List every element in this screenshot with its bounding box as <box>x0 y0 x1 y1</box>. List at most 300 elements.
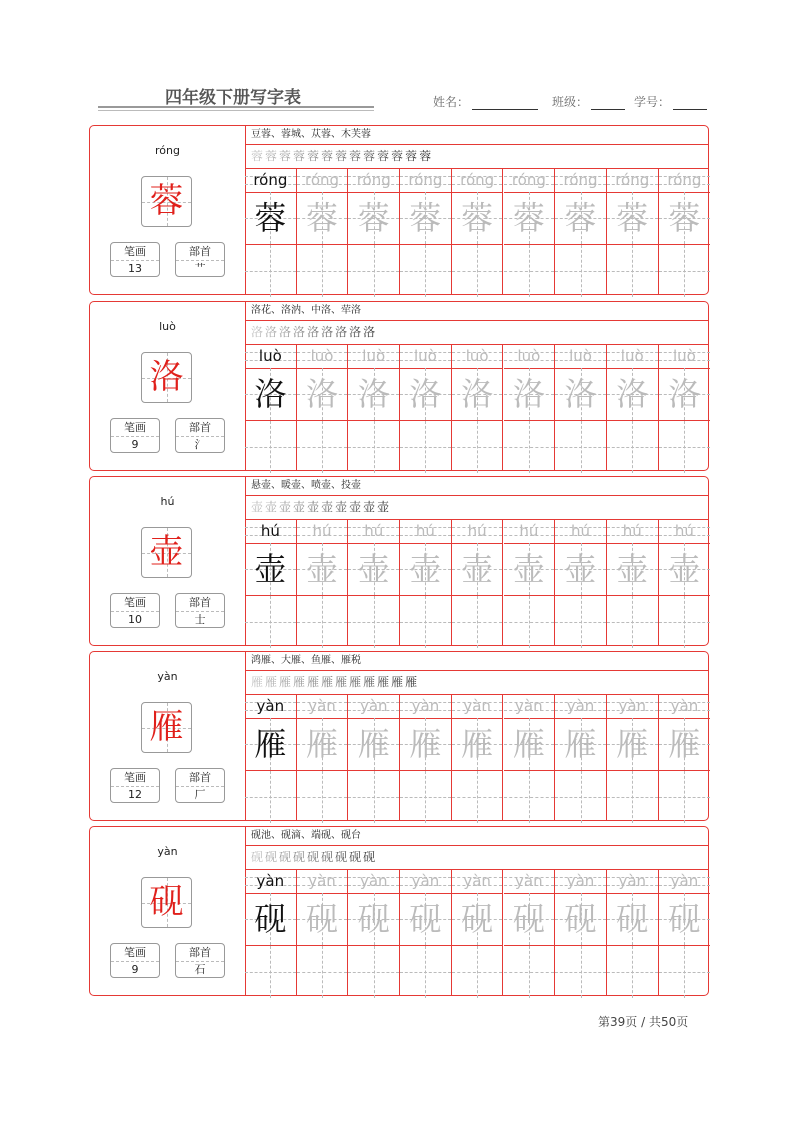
blank-writing-cell[interactable] <box>297 596 348 648</box>
name-blank <box>472 109 538 110</box>
blank-writing-cell[interactable] <box>245 245 296 297</box>
blank-writing-cell[interactable] <box>297 771 348 823</box>
character-info-panel <box>90 477 246 645</box>
blank-writing-cell[interactable] <box>348 771 399 823</box>
trace-char: 砚 <box>461 900 494 938</box>
char-cell[interactable] <box>297 893 348 946</box>
stroke-order <box>245 845 708 870</box>
blank-writing-cell[interactable] <box>348 245 399 297</box>
pinyin-cell <box>555 344 606 369</box>
practice-grid <box>245 694 708 820</box>
stroke-step: 洛 <box>251 325 264 339</box>
blank-writing-cell[interactable] <box>659 771 711 823</box>
practice-column <box>504 519 556 645</box>
char-cell[interactable] <box>659 192 711 245</box>
stroke-step: 壶 <box>251 500 264 514</box>
trace-char: 壶 <box>616 550 649 588</box>
pinyin-cell <box>245 519 296 544</box>
char-cell[interactable] <box>245 543 296 596</box>
char-cell[interactable] <box>297 192 348 245</box>
stroke-step: 雁 <box>363 675 376 689</box>
stroke-count-label: 笔画 <box>111 594 159 612</box>
stroke-step: 雁 <box>391 675 404 689</box>
practice-panel <box>245 126 708 294</box>
radical: 石 <box>194 963 206 976</box>
student-id-field[interactable] <box>634 93 707 110</box>
trace-pinyin: yàn <box>566 872 595 890</box>
practice-column <box>607 694 659 820</box>
char-cell[interactable] <box>348 192 399 245</box>
practice-column <box>504 344 556 470</box>
pinyin-cell <box>400 519 451 544</box>
trace-char: 壶 <box>512 550 545 588</box>
stroke-step: 壶 <box>265 500 278 514</box>
char-cell[interactable] <box>297 543 348 596</box>
stroke-count: 12 <box>128 788 142 801</box>
stroke-step: 雁 <box>405 675 418 689</box>
trace-pinyin: róng <box>615 171 650 189</box>
blank-writing-cell[interactable] <box>504 596 555 648</box>
name-field[interactable] <box>433 93 538 110</box>
practice-column <box>659 344 711 470</box>
practice-grid <box>245 869 708 995</box>
trace-pinyin: róng <box>408 171 443 189</box>
stroke-step: 砚 <box>335 850 348 864</box>
character-card <box>89 651 709 821</box>
pinyin-cell <box>607 344 658 369</box>
pinyin-cell <box>504 694 555 719</box>
trace-pinyin: yàn <box>308 697 336 715</box>
pinyin-cell <box>452 869 503 894</box>
pinyin-cell <box>245 168 296 193</box>
blank-writing-cell[interactable] <box>659 421 711 473</box>
pinyin-cell <box>297 168 348 193</box>
trace-pinyin: yàn <box>515 697 543 715</box>
pinyin-cell <box>297 519 348 544</box>
stroke-step: 壶 <box>307 500 320 514</box>
stroke-step: 壶 <box>377 500 390 514</box>
stroke-step: 洛 <box>307 325 320 339</box>
char-cell[interactable] <box>400 893 451 946</box>
blank-writing-cell[interactable] <box>607 771 658 823</box>
radical-label: 部首 <box>176 243 224 261</box>
example-words: 悬壶、暖壶、喷壶、投壶 <box>245 477 708 496</box>
pinyin-cell <box>400 168 451 193</box>
char-cell[interactable] <box>659 543 711 596</box>
example-words: 砚池、砚滴、端砚、砚台 <box>245 827 708 846</box>
char-cell[interactable] <box>659 368 711 421</box>
blank-writing-cell[interactable] <box>245 771 296 823</box>
character-box <box>141 702 192 753</box>
char-cell[interactable] <box>555 368 606 421</box>
radical-label: 部首 <box>176 594 224 612</box>
practice-column <box>400 694 452 820</box>
pinyin-cell <box>297 694 348 719</box>
radical-box <box>175 768 225 803</box>
blank-writing-cell[interactable] <box>348 946 399 998</box>
trace-pinyin: yàn <box>618 872 647 890</box>
blank-writing-cell[interactable] <box>607 596 658 648</box>
practice-column <box>400 519 452 645</box>
blank-writing-cell[interactable] <box>400 596 451 648</box>
blank-writing-cell[interactable] <box>555 596 606 648</box>
char-cell[interactable] <box>400 543 451 596</box>
char-cell[interactable] <box>297 368 348 421</box>
example-words: 豆蓉、蓉城、苁蓉、木芙蓉 <box>245 126 708 145</box>
practice-column <box>452 168 504 294</box>
stroke-step: 蓉 <box>293 149 306 163</box>
stroke-step: 壶 <box>335 500 348 514</box>
character-card <box>89 301 709 471</box>
stroke-step: 雁 <box>251 675 264 689</box>
pinyin-cell <box>555 869 606 894</box>
model-char: 蓉 <box>254 199 287 237</box>
pinyin-cell <box>504 869 555 894</box>
model-char: 洛 <box>254 375 287 413</box>
pinyin-cell <box>452 694 503 719</box>
example-words: 鸿雁、大雁、鱼雁、雁税 <box>245 652 708 671</box>
trace-char: 蓉 <box>512 199 545 237</box>
practice-panel <box>245 302 708 470</box>
char-cell[interactable] <box>452 192 503 245</box>
stroke-count-box <box>110 593 160 628</box>
blank-writing-cell[interactable] <box>659 596 711 648</box>
stroke-step: 洛 <box>265 325 278 339</box>
radical: 艹 <box>194 262 206 275</box>
trace-char: 砚 <box>357 900 390 938</box>
practice-column <box>555 694 607 820</box>
pinyin-cell <box>607 519 658 544</box>
char-cell[interactable] <box>245 192 296 245</box>
practice-column <box>452 519 504 645</box>
model-pinyin: róng <box>253 171 288 189</box>
pinyin-cell <box>297 869 348 894</box>
practice-column <box>555 869 607 995</box>
blank-writing-cell[interactable] <box>555 421 606 473</box>
character: 雁 <box>149 707 184 747</box>
stroke-step: 砚 <box>321 850 334 864</box>
stroke-step: 壶 <box>363 500 376 514</box>
blank-writing-cell[interactable] <box>504 421 555 473</box>
pinyin-cell <box>607 869 658 894</box>
pinyin-cell <box>400 344 451 369</box>
pinyin: yàn <box>157 670 178 683</box>
char-cell[interactable] <box>555 718 606 771</box>
blank-writing-cell[interactable] <box>555 771 606 823</box>
blank-writing-cell[interactable] <box>504 245 555 297</box>
trace-char: 雁 <box>668 725 701 763</box>
char-cell[interactable] <box>607 192 658 245</box>
pinyin-cell <box>659 344 711 369</box>
char-cell[interactable] <box>555 192 606 245</box>
trace-pinyin: hú <box>415 522 435 540</box>
char-cell[interactable] <box>348 718 399 771</box>
blank-writing-cell[interactable] <box>245 946 296 998</box>
char-cell[interactable] <box>607 893 658 946</box>
radical: 氵 <box>194 438 206 451</box>
trace-pinyin: yàn <box>411 872 440 890</box>
char-cell[interactable] <box>504 543 555 596</box>
blank-writing-cell[interactable] <box>297 421 348 473</box>
char-cell[interactable] <box>245 718 296 771</box>
stroke-step: 壶 <box>321 500 334 514</box>
char-cell[interactable] <box>452 718 503 771</box>
char-cell[interactable] <box>504 893 555 946</box>
practice-column <box>607 168 659 294</box>
blank-writing-cell[interactable] <box>504 771 555 823</box>
pinyin-cell <box>555 168 606 193</box>
character-box <box>141 527 192 578</box>
blank-writing-cell[interactable] <box>452 245 503 297</box>
stroke-step: 蓉 <box>265 149 278 163</box>
pinyin-cell <box>504 168 555 193</box>
pinyin-cell <box>555 694 606 719</box>
name-label: 姓名： <box>433 95 470 109</box>
char-cell[interactable] <box>607 718 658 771</box>
blank-writing-cell[interactable] <box>607 245 658 297</box>
stroke-step: 蓉 <box>405 149 418 163</box>
char-cell[interactable] <box>452 368 503 421</box>
practice-column <box>297 344 349 470</box>
char-cell[interactable] <box>659 718 711 771</box>
trace-char: 洛 <box>616 375 649 413</box>
trace-pinyin: yàn <box>670 697 699 715</box>
char-cell[interactable] <box>297 718 348 771</box>
trace-pinyin: yàn <box>515 872 543 890</box>
pinyin-cell <box>348 869 399 894</box>
model-pinyin: luò <box>258 347 282 365</box>
trace-pinyin: yàn <box>670 872 699 890</box>
stroke-step: 雁 <box>279 675 292 689</box>
trace-char: 洛 <box>512 375 545 413</box>
practice-column <box>659 694 711 820</box>
practice-panel <box>245 652 708 820</box>
stroke-step: 洛 <box>293 325 306 339</box>
radical: 士 <box>194 613 206 626</box>
trace-pinyin: hú <box>571 522 591 540</box>
char-cell[interactable] <box>504 368 555 421</box>
blank-writing-cell[interactable] <box>245 596 296 648</box>
char-cell[interactable] <box>607 543 658 596</box>
stroke-step: 雁 <box>293 675 306 689</box>
blank-writing-cell[interactable] <box>348 421 399 473</box>
stroke-step: 蓉 <box>251 149 264 163</box>
char-cell[interactable] <box>555 893 606 946</box>
stroke-step: 砚 <box>307 850 320 864</box>
trace-pinyin: yàn <box>566 697 595 715</box>
trace-char: 壶 <box>564 550 597 588</box>
practice-column <box>504 168 556 294</box>
practice-column <box>245 519 297 645</box>
trace-pinyin: yàn <box>359 697 388 715</box>
class-field[interactable] <box>552 93 625 110</box>
trace-char: 壶 <box>461 550 494 588</box>
practice-column <box>504 694 556 820</box>
practice-column <box>245 694 297 820</box>
stroke-step: 雁 <box>377 675 390 689</box>
blank-writing-cell[interactable] <box>452 946 503 998</box>
trace-char: 雁 <box>357 725 390 763</box>
pinyin-cell <box>452 344 503 369</box>
blank-writing-cell[interactable] <box>607 421 658 473</box>
trace-pinyin: hú <box>519 522 539 540</box>
practice-column <box>348 168 400 294</box>
stroke-step: 蓉 <box>279 149 292 163</box>
stroke-step: 砚 <box>363 850 376 864</box>
char-cell[interactable] <box>452 893 503 946</box>
blank-writing-cell[interactable] <box>297 245 348 297</box>
trace-pinyin: luò <box>673 347 696 365</box>
char-cell[interactable] <box>659 893 711 946</box>
blank-writing-cell[interactable] <box>245 421 296 473</box>
stroke-step: 蓉 <box>419 149 432 163</box>
pinyin-cell <box>348 168 399 193</box>
pinyin: luò <box>159 320 176 333</box>
blank-writing-cell[interactable] <box>400 946 451 998</box>
pinyin-cell <box>245 869 296 894</box>
pinyin-cell <box>452 168 503 193</box>
blank-writing-cell[interactable] <box>659 245 711 297</box>
pinyin-cell <box>452 519 503 544</box>
practice-column <box>400 869 452 995</box>
char-cell[interactable] <box>607 368 658 421</box>
stroke-count-box <box>110 242 160 277</box>
practice-column <box>297 694 349 820</box>
character-card <box>89 125 709 295</box>
char-cell[interactable] <box>348 893 399 946</box>
example-words: 洛花、洛汭、中洛、荦洛 <box>245 302 708 321</box>
model-pinyin: hú <box>260 522 280 540</box>
stroke-step: 洛 <box>321 325 334 339</box>
character-box <box>141 877 192 928</box>
practice-column <box>245 344 297 470</box>
model-pinyin: yàn <box>256 872 285 890</box>
practice-column <box>400 344 452 470</box>
trace-char: 洛 <box>357 375 390 413</box>
blank-writing-cell[interactable] <box>400 771 451 823</box>
practice-column <box>245 869 297 995</box>
char-cell[interactable] <box>245 893 296 946</box>
character-card <box>89 826 709 996</box>
character-info-panel <box>90 652 246 820</box>
stroke-step: 雁 <box>335 675 348 689</box>
page-title: 四年级下册写字表 <box>165 88 301 108</box>
blank-writing-cell[interactable] <box>400 421 451 473</box>
class-label: 班级： <box>552 95 589 109</box>
pinyin: róng <box>155 144 180 157</box>
radical-label: 部首 <box>176 419 224 437</box>
char-cell[interactable] <box>400 192 451 245</box>
blank-writing-cell[interactable] <box>452 596 503 648</box>
pinyin-cell <box>555 519 606 544</box>
stroke-step: 壶 <box>279 500 292 514</box>
radical-box <box>175 418 225 453</box>
blank-writing-cell[interactable] <box>452 421 503 473</box>
stroke-step: 壶 <box>349 500 362 514</box>
stroke-count-box <box>110 943 160 978</box>
trace-char: 砚 <box>512 900 545 938</box>
char-cell[interactable] <box>245 368 296 421</box>
pinyin-cell <box>348 694 399 719</box>
stroke-count-label: 笔画 <box>111 419 159 437</box>
stroke-step: 蓉 <box>363 149 376 163</box>
practice-column <box>297 869 349 995</box>
radical-box <box>175 242 225 277</box>
pinyin-cell <box>297 344 348 369</box>
trace-char: 雁 <box>512 725 545 763</box>
char-cell[interactable] <box>555 543 606 596</box>
stroke-count-label: 笔画 <box>111 944 159 962</box>
char-cell[interactable] <box>400 718 451 771</box>
trace-pinyin: yàn <box>359 872 388 890</box>
char-cell[interactable] <box>400 368 451 421</box>
character-info-panel <box>90 126 246 294</box>
char-cell[interactable] <box>504 718 555 771</box>
trace-pinyin: luò <box>310 347 334 365</box>
practice-column <box>348 869 400 995</box>
trace-char: 洛 <box>668 375 701 413</box>
char-cell[interactable] <box>504 192 555 245</box>
trace-pinyin: yàn <box>308 872 336 890</box>
blank-writing-cell[interactable] <box>555 245 606 297</box>
stroke-step: 蓉 <box>307 149 320 163</box>
blank-writing-cell[interactable] <box>607 946 658 998</box>
blank-writing-cell[interactable] <box>659 946 711 998</box>
pinyin-cell <box>348 344 399 369</box>
practice-column <box>348 344 400 470</box>
trace-char: 砚 <box>409 900 442 938</box>
blank-writing-cell[interactable] <box>297 946 348 998</box>
practice-column <box>607 869 659 995</box>
trace-pinyin: róng <box>563 171 598 189</box>
pinyin-cell <box>607 694 658 719</box>
trace-pinyin: hú <box>312 522 332 540</box>
blank-writing-cell[interactable] <box>504 946 555 998</box>
pinyin-cell <box>504 344 555 369</box>
trace-char: 洛 <box>306 375 339 413</box>
pinyin-cell <box>607 168 658 193</box>
radical-box <box>175 943 225 978</box>
practice-column <box>452 869 504 995</box>
stroke-step: 蓉 <box>349 149 362 163</box>
trace-pinyin: róng <box>356 171 391 189</box>
blank-writing-cell[interactable] <box>555 946 606 998</box>
pinyin-cell <box>504 519 555 544</box>
stroke-count: 9 <box>131 438 139 451</box>
trace-pinyin: róng <box>667 171 702 189</box>
char-cell[interactable] <box>348 368 399 421</box>
model-pinyin: yàn <box>256 697 285 715</box>
trace-char: 雁 <box>461 725 494 763</box>
pinyin-cell <box>400 869 451 894</box>
practice-grid <box>245 168 708 294</box>
character: 砚 <box>149 882 184 922</box>
blank-writing-cell[interactable] <box>348 596 399 648</box>
practice-column <box>504 869 556 995</box>
practice-column <box>659 168 711 294</box>
practice-column <box>297 519 349 645</box>
trace-pinyin: luò <box>517 347 541 365</box>
blank-writing-cell[interactable] <box>452 771 503 823</box>
trace-char: 砚 <box>616 900 649 938</box>
char-cell[interactable] <box>348 543 399 596</box>
trace-pinyin: hú <box>467 522 487 540</box>
blank-writing-cell[interactable] <box>400 245 451 297</box>
trace-pinyin: róng <box>460 171 495 189</box>
character: 壶 <box>149 532 184 572</box>
char-cell[interactable] <box>452 543 503 596</box>
student-id-label: 学号： <box>634 95 671 109</box>
